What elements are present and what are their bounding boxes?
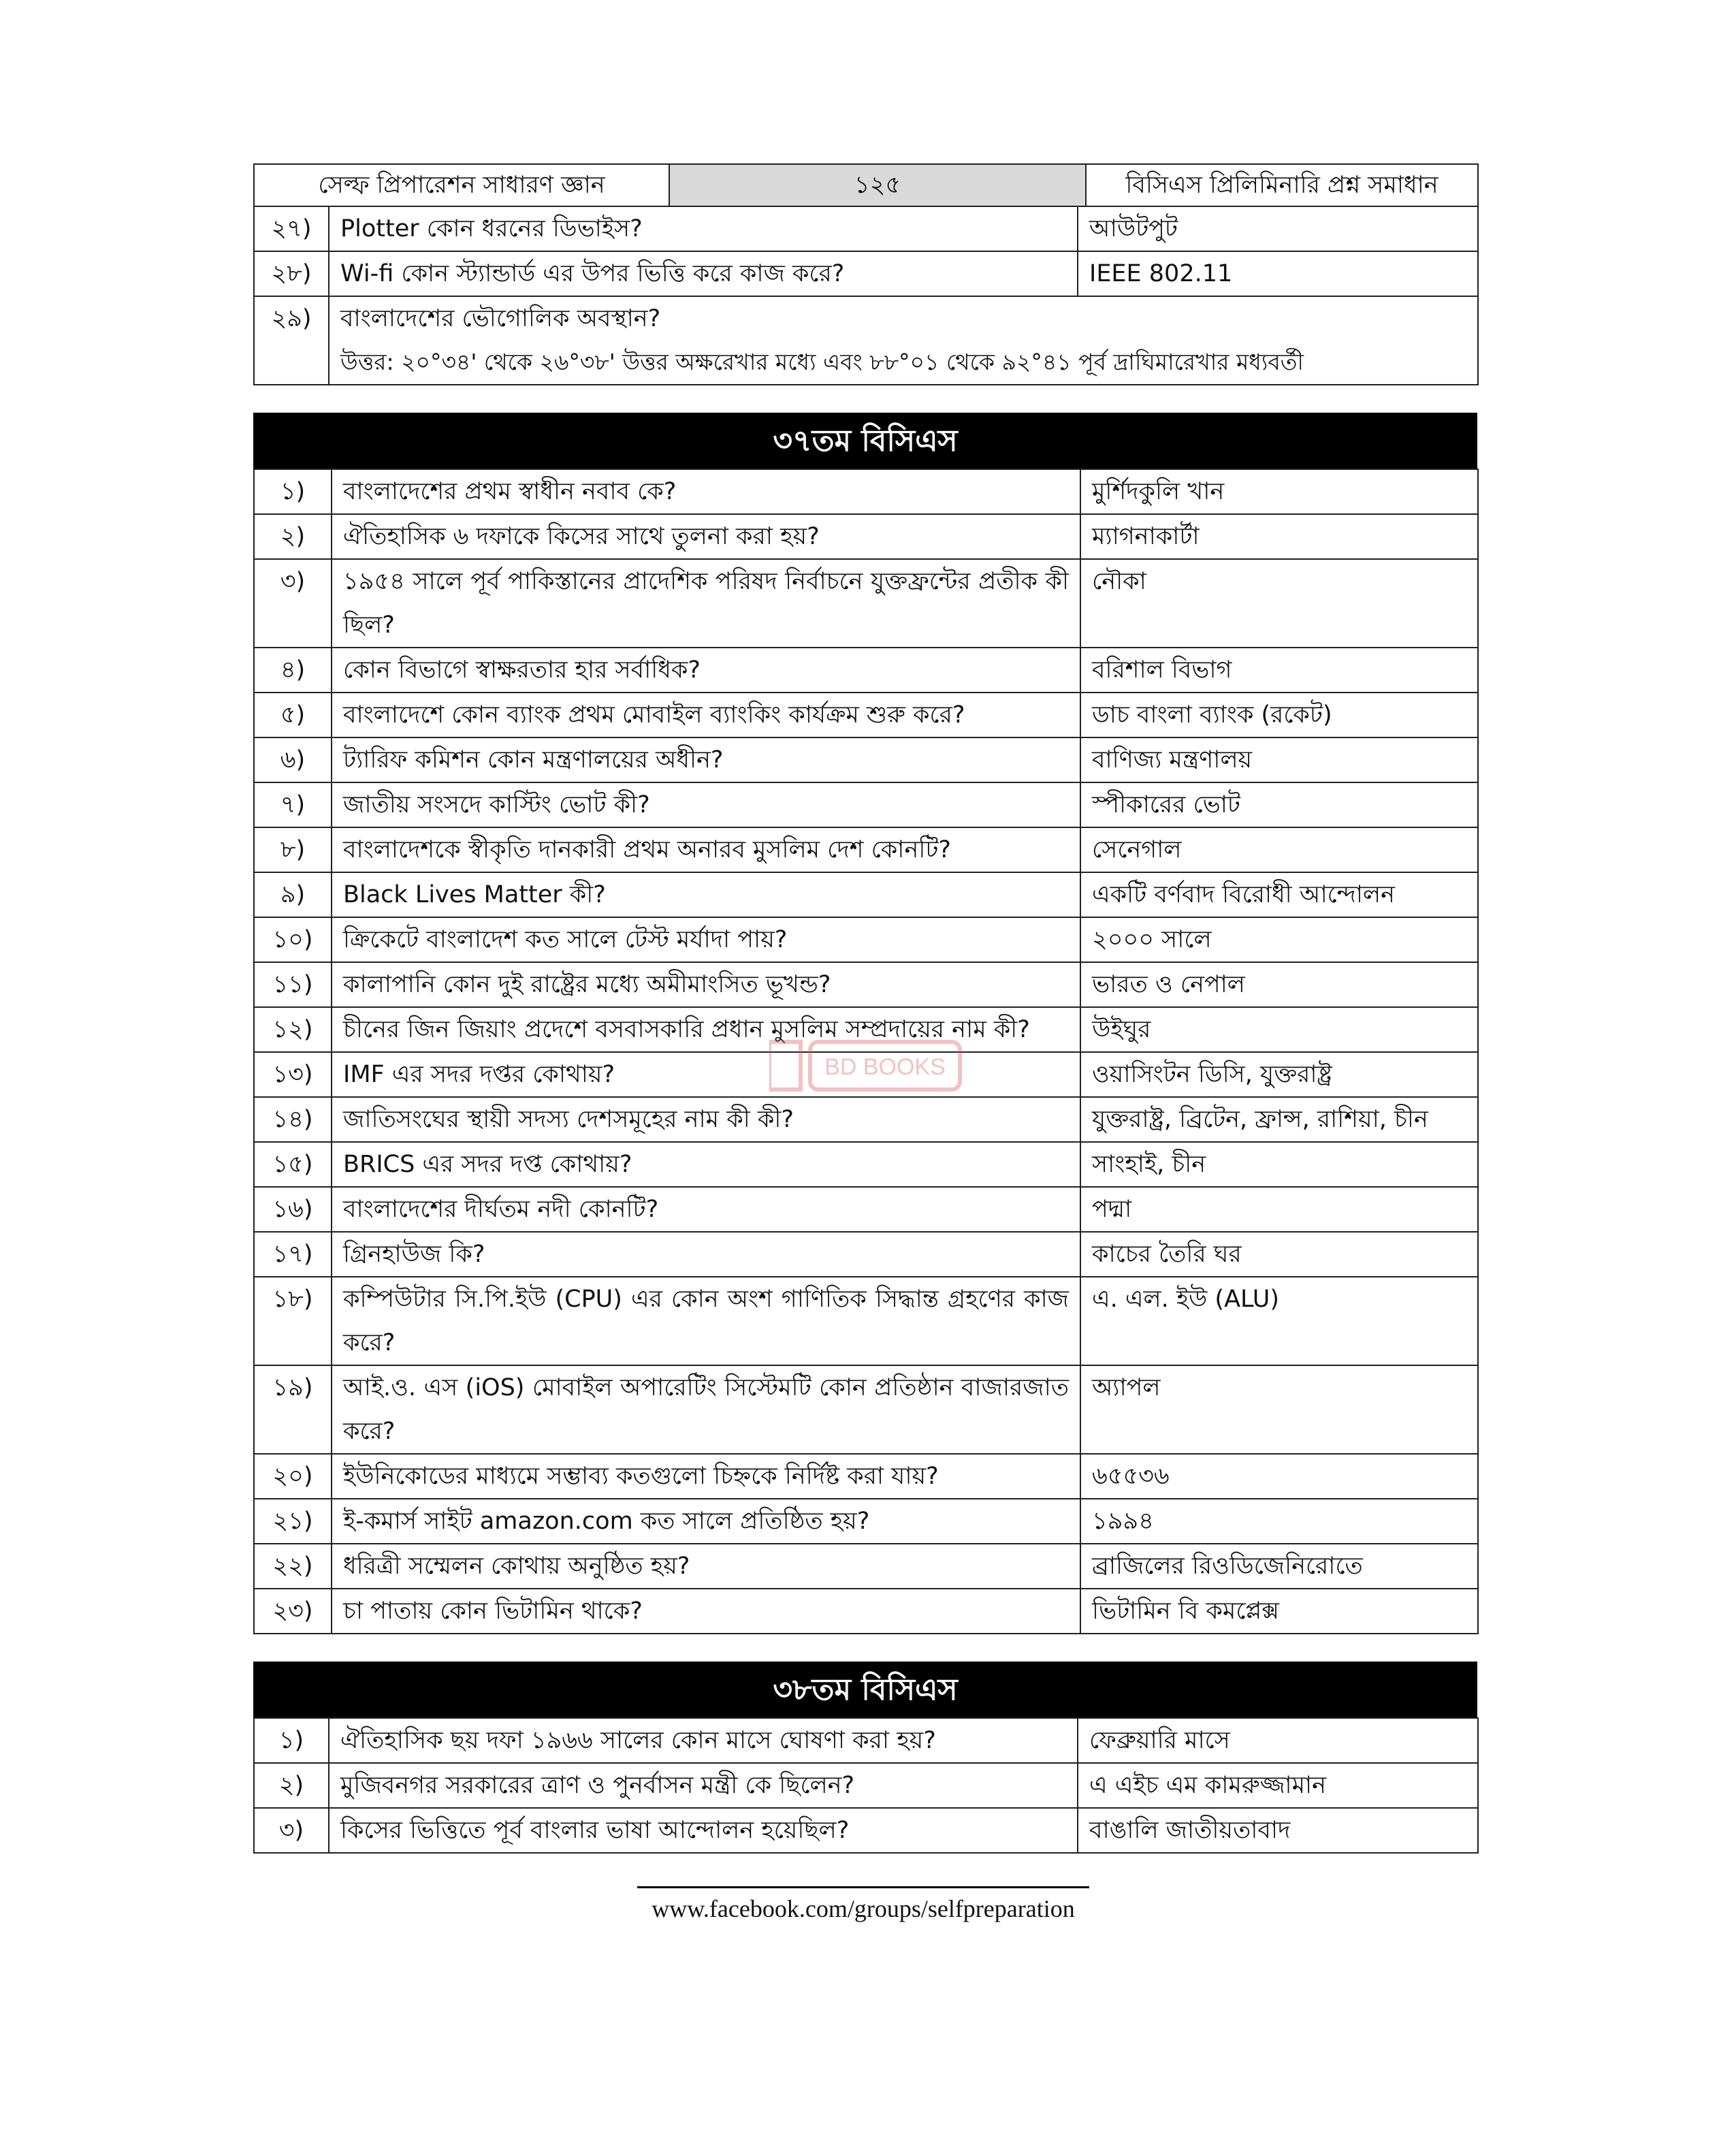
answer-text: উইঘুর: [1080, 1007, 1478, 1052]
table-row: [254, 251, 1478, 296]
answer-text: ১৯৯৪: [1080, 1499, 1478, 1544]
answer-text: ফেব্রুয়ারি মাসে: [1078, 1718, 1478, 1763]
question-text: কোন বিভাগে স্বাক্ষরতার হার সর্বাধিক?: [332, 648, 1080, 693]
question-text: বাংলাদেশকে স্বীকৃতি দানকারী প্রথম অনারব মুসলিম দেশ কোনটি?: [332, 827, 1080, 872]
answer-text: বরিশাল বিভাগ: [1080, 648, 1478, 693]
question-text: চা পাতায় কোন ভিটামিন থাকে?: [332, 1589, 1080, 1634]
table-row: [254, 206, 1478, 251]
question-text: কালাপানি কোন দুই রাষ্ট্রের মধ্যে অমীমাংসিত ভূখন্ড?: [332, 962, 1080, 1007]
question-number: ৯): [254, 872, 332, 917]
table-row: [254, 1808, 1478, 1853]
question-text: বাংলাদেশে কোন ব্যাংক প্রথম মোবাইল ব্যাংকিং কার্যক্রম শুরু করে?: [332, 693, 1080, 737]
table-row: [254, 872, 1478, 917]
answer-text: এ এইচ এম কামরুজ্জামান: [1078, 1763, 1478, 1808]
question-text: চীনের জিন জিয়াং প্রদেশে বসবাসকারি প্রধান মুসলিম সম্প্রদায়ের নাম কী?: [332, 1007, 1080, 1052]
question-text: ট্যারিফ কমিশন কোন মন্ত্রণালয়ের অধীন?: [332, 737, 1080, 782]
answer-text: একটি বর্ণবাদ বিরোধী আন্দোলন: [1080, 872, 1478, 917]
question-text: ক্রিকেটে বাংলাদেশ কত সালে টেস্ট মর্যাদা পায়?: [332, 917, 1080, 962]
answer-text: বাণিজ্য মন্ত্রণালয়: [1080, 737, 1478, 782]
question-text: ই-কমার্স সাইট amazon.com কত সালে প্রতিষ্ঠিত হয়?: [332, 1499, 1080, 1544]
question-text: ১৯৫৪ সালে পূর্ব পাকিস্তানের প্রাদেশিক পরিষদ নির্বাচনে যুক্তফ্রন্টের প্রতীক কী ছিল?: [332, 559, 1080, 648]
question-text: আই.ও. এস (iOS) মোবাইল অপারেটিং সিস্টেমটি কোন প্রতিষ্ঠান বাজারজাত করে?: [332, 1365, 1080, 1454]
question-text: জাতিসংঘের স্থায়ী সদস্য দেশসমূহের নাম কী কী?: [332, 1097, 1080, 1142]
answer-text: ব্রাজিলের রিওডিজেনিরোতে: [1080, 1544, 1478, 1589]
table-row: [254, 1454, 1478, 1499]
question-text: বাংলাদেশের দীর্ঘতম নদী কোনটি?: [332, 1187, 1080, 1232]
question-text: Wi-fi কোন স্ট্যান্ডার্ড এর উপর ভিত্তি করে কাজ করে?: [329, 251, 1078, 296]
answer-text: বাঙালি জাতীয়তাবাদ: [1078, 1808, 1478, 1853]
answer-text: ২০০০ সালে: [1080, 917, 1478, 962]
question-text: কম্পিউটার সি.পি.ইউ (CPU) এর কোন অংশ গাণিতিক সিদ্ধান্ত গ্রহণের কাজ করে?: [332, 1277, 1080, 1365]
question-number: ২৮): [254, 251, 329, 296]
question-number: ২২): [254, 1544, 332, 1589]
continued-questions-table: [253, 206, 1479, 385]
question-number: ৩): [254, 1808, 329, 1853]
question-text: BRICS এর সদর দপ্ত কোথায়?: [332, 1142, 1080, 1187]
table-row: [254, 962, 1478, 1007]
question-number: ৭): [254, 782, 332, 827]
answer-text: কাচের তৈরি ঘর: [1080, 1232, 1478, 1277]
question-number: ৪): [254, 648, 332, 693]
question-text: ধরিত্রী সম্মেলন কোথায় অনুষ্ঠিত হয়?: [332, 1544, 1080, 1589]
question-number: ২): [254, 514, 332, 559]
answer-text: স্পীকারের ভোট: [1080, 782, 1478, 827]
question-text: ঐতিহাসিক ৬ দফাকে কিসের সাথে তুলনা করা হয়?: [332, 514, 1080, 559]
question-with-answer: [329, 296, 1478, 385]
answer-text: ম্যাগনাকার্টা: [1080, 514, 1478, 559]
footer-url[interactable]: www.facebook.com/groups/selfpreparation: [652, 1895, 1075, 1922]
page-number: ১২৫: [669, 164, 1086, 206]
table-row: [254, 648, 1478, 693]
table-row: [254, 1763, 1478, 1808]
table-row: [254, 693, 1478, 737]
question-text: গ্রিনহাউজ কি?: [332, 1232, 1080, 1277]
answer-text: অ্যাপল: [1080, 1365, 1478, 1454]
answer-text: পদ্মা: [1080, 1187, 1478, 1232]
table-row: [254, 1499, 1478, 1544]
question-number: ১৫): [254, 1142, 332, 1187]
question-text: জাতীয় সংসদে কাস্টিং ভোট কী?: [332, 782, 1080, 827]
question-number: ১৩): [254, 1052, 332, 1097]
table-row: [254, 827, 1478, 872]
table-row: [254, 1589, 1478, 1634]
answer-text: ৬৫৫৩৬: [1080, 1454, 1478, 1499]
answer-text: IEEE 802.11: [1078, 251, 1478, 296]
question-text: ইউনিকোডের মাধ্যমে সম্ভাব্য কতগুলো চিহ্নকে নির্দিষ্ট করা যায়?: [332, 1454, 1080, 1499]
table-row: [254, 917, 1478, 962]
question-number: ১১): [254, 962, 332, 1007]
watermark-text: BD BOOKS: [824, 1054, 946, 1080]
page-content: [253, 163, 1477, 1854]
table-row: [254, 1097, 1478, 1142]
question-text: IMF এর সদর দপ্তর কোথায়?: [332, 1052, 1080, 1097]
table-row: [254, 559, 1478, 648]
question-number: ১০): [254, 917, 332, 962]
question-text: মুজিবনগর সরকারের ত্রাণ ও পুনর্বাসন মন্ত্রী কে ছিলেন?: [329, 1763, 1078, 1808]
question-text: বাংলাদেশের প্রথম স্বাধীন নবাব কে?: [332, 469, 1080, 514]
answer-text: আউটপুট: [1078, 206, 1478, 251]
table-row: [254, 1544, 1478, 1589]
page-header: [253, 163, 1479, 207]
question-number: ২): [254, 1763, 329, 1808]
table-row: [254, 1187, 1478, 1232]
table-row: [254, 737, 1478, 782]
question-number: ১৭): [254, 1232, 332, 1277]
answer-text: উত্তর: ২০°৩৪' থেকে ২৬°৩৮' উত্তর অক্ষরেখার মধ্যে এবং ৮৮°০১ থেকে ৯২°৪১ পূর্ব দ্রাঘিমারেখার মধ্যবর্তী: [340, 349, 1304, 375]
answer-text: সাংহাই, চীন: [1080, 1142, 1478, 1187]
question-text: Black Lives Matter কী?: [332, 872, 1080, 917]
table-row: [254, 1232, 1478, 1277]
question-number: ২০): [254, 1454, 332, 1499]
question-number: ১): [254, 469, 332, 514]
question-text: বাংলাদেশের ভৌগোলিক অবস্থান?: [340, 305, 661, 332]
answer-text: ওয়াসিংটন ডিসি, যুক্তরাষ্ট্র: [1080, 1052, 1478, 1097]
section-38-title: ৩৮তম বিসিএস: [253, 1662, 1477, 1719]
question-number: ১৯): [254, 1365, 332, 1454]
answer-text: যুক্তরাষ্ট্র, ব্রিটেন, ফ্রান্স, রাশিয়া, চীন: [1080, 1097, 1478, 1142]
table-row: [254, 514, 1478, 559]
question-number: ১): [254, 1718, 329, 1763]
table-row: [254, 1718, 1478, 1763]
question-number: ১২): [254, 1007, 332, 1052]
header-book-title: সেল্ফ প্রিপারেশন সাধারণ জ্ঞান: [254, 164, 669, 206]
question-number: ১৪): [254, 1097, 332, 1142]
question-number: ৫): [254, 693, 332, 737]
question-number: ৬): [254, 737, 332, 782]
answer-text: এ. এল. ইউ (ALU): [1080, 1277, 1478, 1365]
table-row: [254, 1365, 1478, 1454]
table-row: [254, 782, 1478, 827]
question-number: ৩): [254, 559, 332, 648]
answer-text: সেনেগাল: [1080, 827, 1478, 872]
question-number: ২৯): [254, 296, 329, 385]
question-number: ৮): [254, 827, 332, 872]
table-row: [254, 1277, 1478, 1365]
question-text: কিসের ভিত্তিতে পূর্ব বাংলার ভাষা আন্দোলন হয়েছিল?: [329, 1808, 1078, 1853]
answer-text: ভারত ও নেপাল: [1080, 962, 1478, 1007]
answer-text: মুর্শিদকুলি খান: [1080, 469, 1478, 514]
question-number: ১৮): [254, 1277, 332, 1365]
question-number: ২১): [254, 1499, 332, 1544]
footer: [637, 1886, 1089, 1929]
section-38-table: [253, 1717, 1479, 1854]
table-row: [254, 1142, 1478, 1187]
question-text: Plotter কোন ধরনের ডিভাইস?: [329, 206, 1078, 251]
question-text: ঐতিহাসিক ছয় দফা ১৯৬৬ সালের কোন মাসে ঘোষণা করা হয়?: [329, 1718, 1078, 1763]
answer-text: ডাচ বাংলা ব্যাংক (রকেট): [1080, 693, 1478, 737]
question-number: ২৭): [254, 206, 329, 251]
question-number: ২৩): [254, 1589, 332, 1634]
bd-books-watermark: [769, 1035, 967, 1096]
table-row: [254, 469, 1478, 514]
section-37-title: ৩৭তম বিসিএস: [253, 413, 1477, 470]
answer-text: নৌকা: [1080, 559, 1478, 648]
answer-text: ভিটামিন বি কমপ্লেক্স: [1080, 1589, 1478, 1634]
header-section-title: বিসিএস প্রিলিমিনারি প্রশ্ন সমাধান: [1086, 164, 1478, 206]
question-number: ১৬): [254, 1187, 332, 1232]
table-row: [254, 296, 1478, 385]
